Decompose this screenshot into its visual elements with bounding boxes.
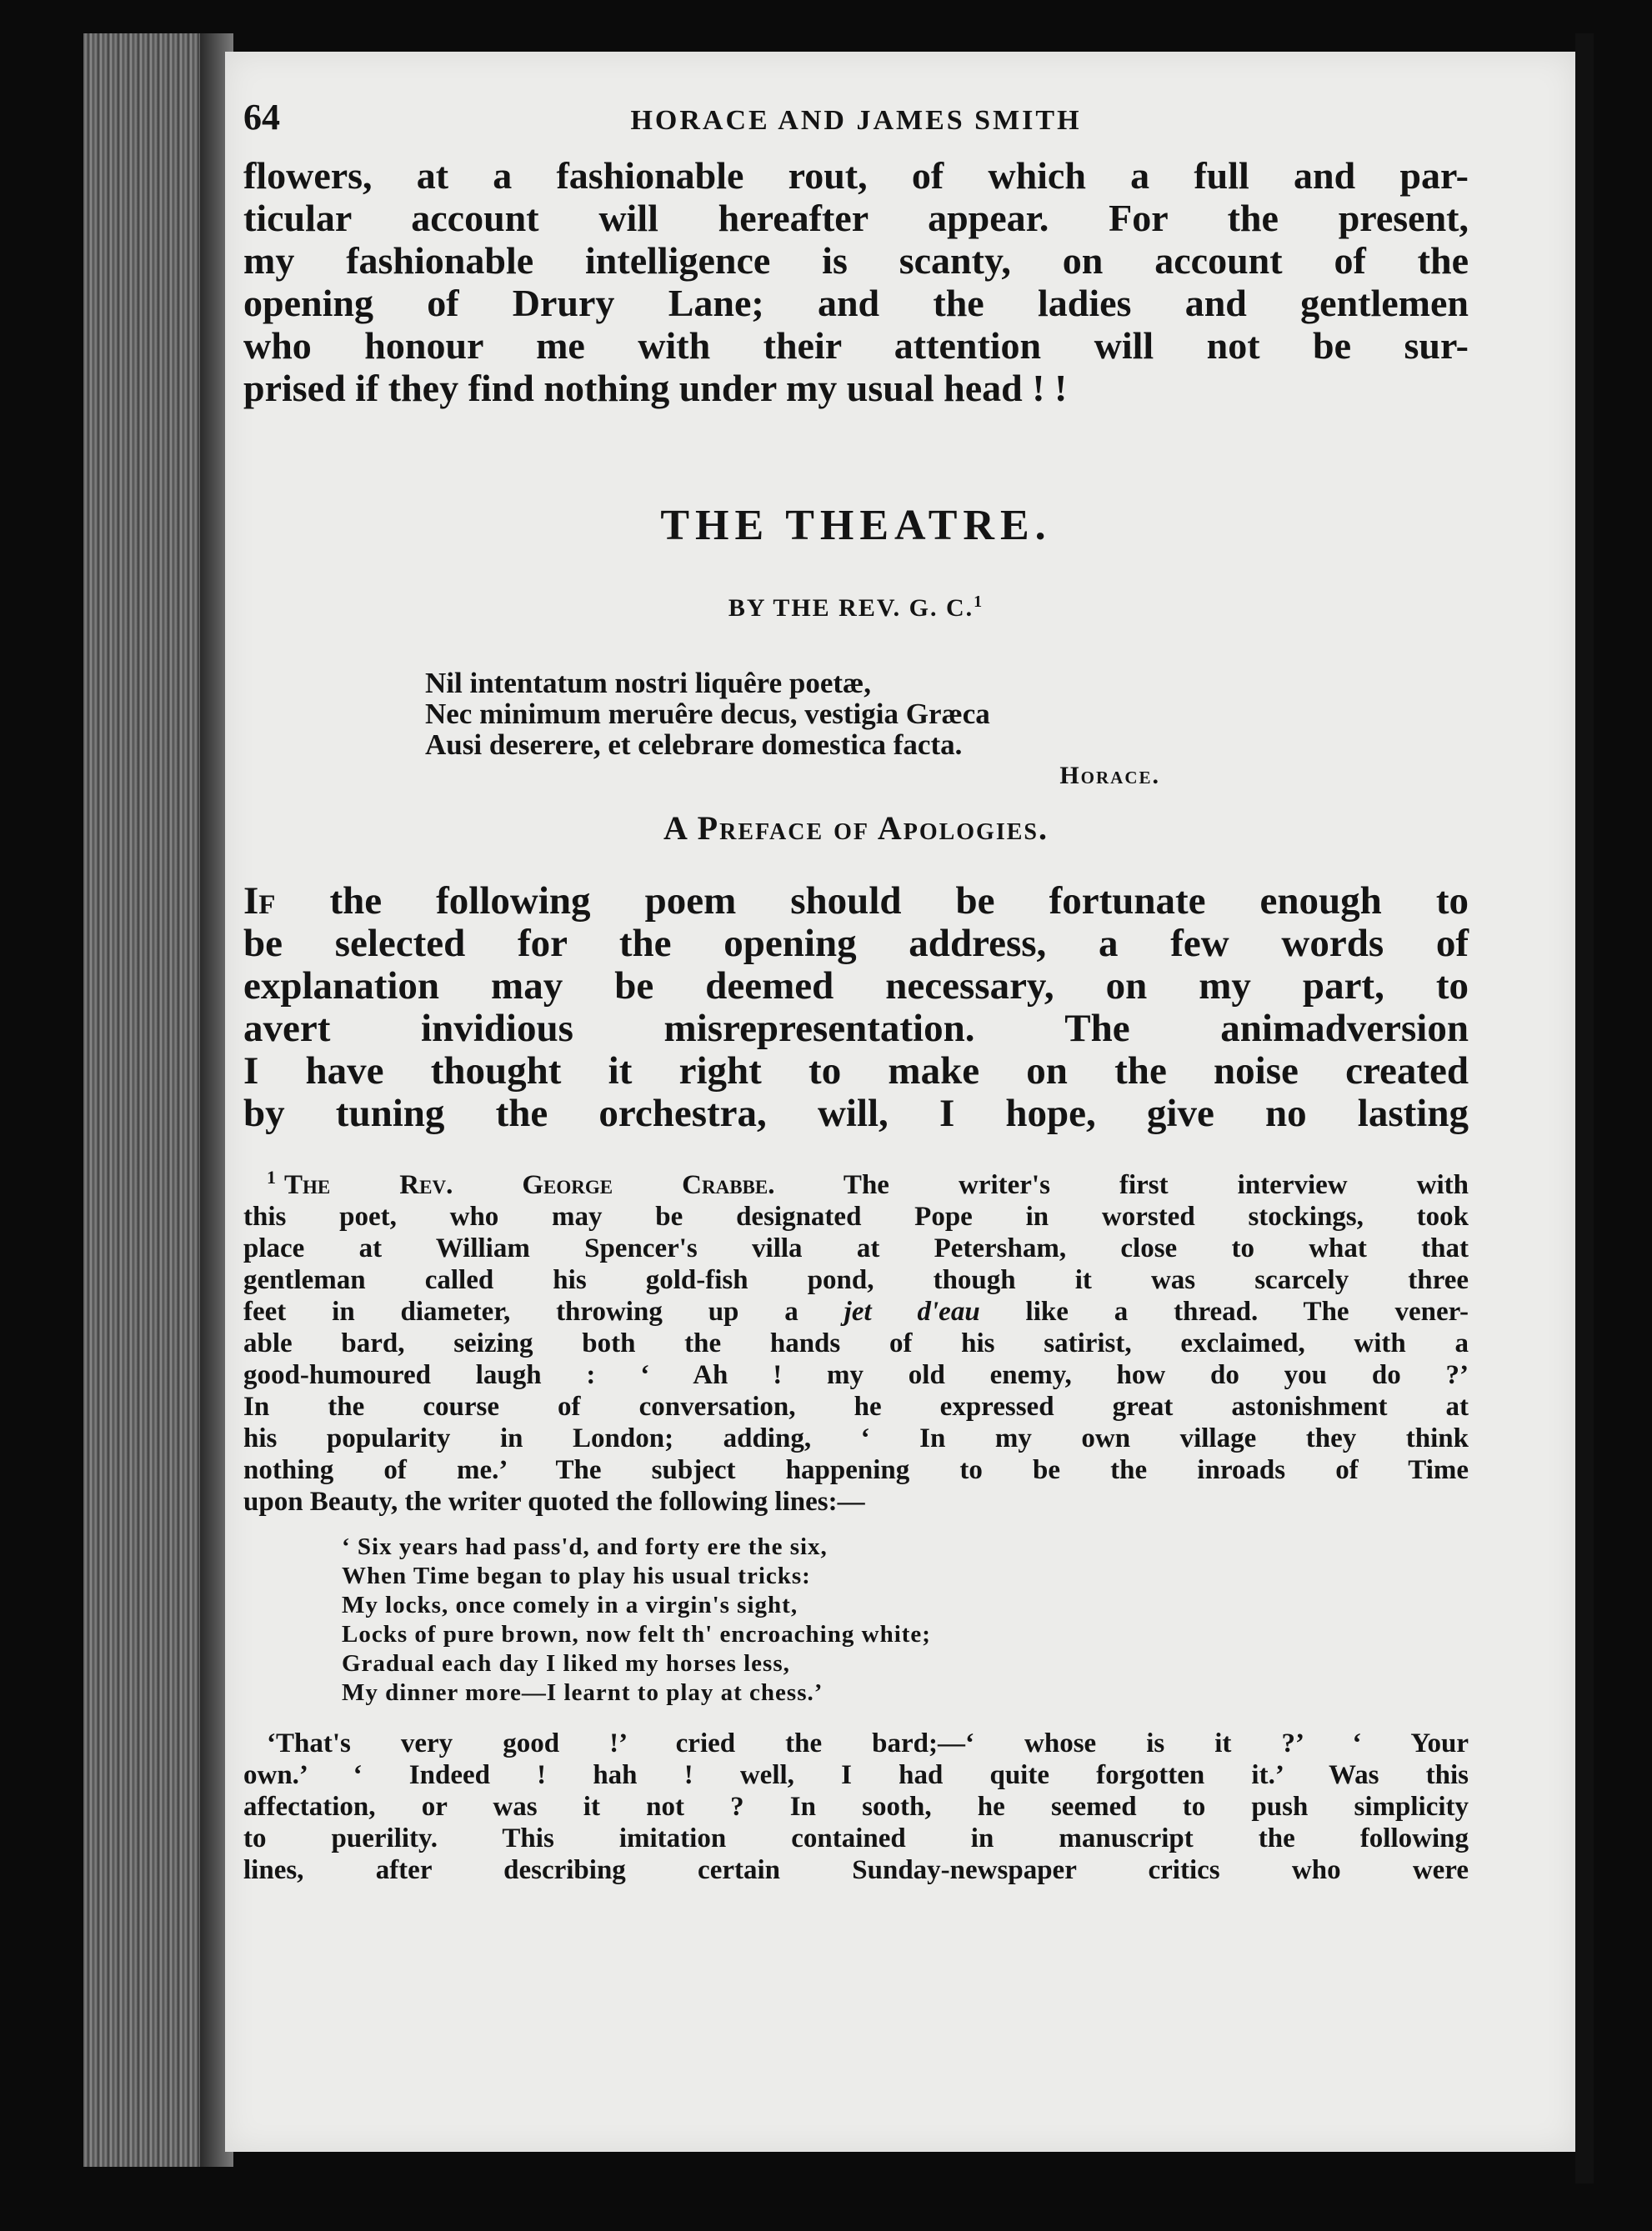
verse-line: ‘ Six years had pass'd, and forty ere the six, — [342, 1533, 828, 1560]
footnote — [243, 1162, 1469, 1518]
byline-text: BY THE REV. G. C. — [728, 594, 974, 622]
footnote-line — [243, 1162, 1469, 1201]
footnote-line: good-humoured laugh : ‘ Ah ! my old enemy, how do you do ?’ — [243, 1360, 1469, 1390]
footnote-line: this poet, who may be designated Pope in worsted stockings, took — [243, 1202, 1469, 1232]
epigraph-attribution: Horace. — [1059, 762, 1160, 789]
footnote-italic-phrase: jet d'eau — [844, 1297, 980, 1327]
text-line: be selected for the opening address, a few words of — [243, 922, 1469, 965]
verse-line: When Time began to play his usual tricks: — [342, 1563, 811, 1589]
footnote-line — [243, 1296, 1469, 1328]
running-title: HORACE AND JAMES SMITH — [630, 105, 1082, 136]
footnote-line: lines, after describing certain Sunday-newspaper critics who were — [243, 1855, 1469, 1885]
epigraph-line: Nec minimum meruêre decus, vestigia Græca — [425, 698, 990, 730]
footnote-line-post: like a thread. The vener- — [979, 1297, 1469, 1327]
footnote-subject-name: The Rev. George Crabbe. — [284, 1170, 775, 1200]
footnote-line-pre: feet in diameter, throwing up a — [243, 1297, 844, 1327]
text-line: prised if they find nothing under my usual head ! ! — [243, 367, 1068, 409]
footnote-line-rest: The writer's first interview with — [774, 1170, 1469, 1200]
section-title: THE THEATRE. — [660, 502, 1052, 549]
footnote-line: able bard, seizing both the hands of his satirist, exclaimed, with a — [243, 1328, 1469, 1358]
footnote-line: gentleman called his gold-fish pond, though it was scarcely three — [243, 1265, 1469, 1295]
drop-word: If — [243, 879, 276, 923]
footnote-line: ‘That's very good !’ cried the bard;—‘ whose is it ?’ ‘ Your — [267, 1728, 1469, 1758]
verse-line: Locks of pure brown, now felt th' encroaching white; — [342, 1621, 931, 1648]
text-line: ticular account will hereafter appear. For the present, — [243, 197, 1469, 239]
opening-paragraph — [243, 154, 1469, 409]
preface-paragraph — [243, 880, 1469, 1135]
footnote-line: affectation, or was it not ? In sooth, he seemed to push simplicity — [243, 1792, 1469, 1822]
text-line: my fashionable intelligence is scanty, on account of the — [243, 239, 1469, 282]
verse-line: My locks, once comely in a virgin's sight, — [342, 1592, 798, 1618]
verse-line: My dinner more—I learnt to play at chess.’ — [342, 1679, 823, 1706]
text-line: explanation may be deemed necessary, on my part, to — [243, 964, 1469, 1008]
page-right-edge — [1575, 33, 1594, 2183]
footnote-line: upon Beauty, the writer quoted the following lines:— — [243, 1487, 865, 1517]
preface-heading: A Preface of Apologies. — [663, 809, 1049, 847]
footnote-reference: 1 — [974, 593, 984, 611]
footnote-line: his popularity in London; adding, ‘ In my own village they think — [243, 1423, 1469, 1453]
text-line — [243, 880, 1469, 923]
epigraph-line: Ausi deserere, et celebrare domestica facta. — [425, 728, 963, 761]
footnote-line: nothing of me.’ The subject happening to be the inroads of Time — [243, 1455, 1469, 1485]
text-line: I have thought it right to make on the noise created — [243, 1049, 1469, 1093]
quoted-verse — [342, 1533, 1469, 1708]
footnote-line: own.’ ‘ Indeed ! hah ! well, I had quite forgotten it.’ Was this — [243, 1760, 1469, 1790]
text-line: avert invidious misrepresentation. The animadversion — [243, 1007, 1469, 1050]
footnote-marker: 1 — [267, 1167, 276, 1188]
page-content — [243, 96, 1469, 1886]
footnote-line: to puerility. This imitation contained in manuscript the following — [243, 1823, 1469, 1853]
footnote-line: In the course of conversation, he expressed great astonishment at — [243, 1392, 1469, 1422]
epigraph-line: Nil intentatum nostri liquêre poetæ, — [425, 667, 872, 699]
text-line-rest: the following poem should be fortunate enough to — [275, 879, 1469, 923]
page-number: 64 — [243, 97, 280, 138]
running-head — [243, 96, 1469, 154]
text-line: flowers, at a fashionable rout, of which a full and par- — [243, 154, 1469, 197]
verse-line: Gradual each day I liked my horses less, — [342, 1650, 790, 1677]
text-line: by tuning the orchestra, will, I hope, give no lasting — [243, 1092, 1469, 1135]
byline — [243, 593, 1469, 643]
footnote-continuation — [243, 1728, 1469, 1886]
footnote-line: place at William Spencer's villa at Petersham, close to what that — [243, 1233, 1469, 1263]
text-line: opening of Drury Lane; and the ladies and gentlemen — [243, 282, 1469, 324]
epigraph — [425, 668, 1192, 760]
text-line: who honour me with their attention will not be sur- — [243, 324, 1469, 367]
